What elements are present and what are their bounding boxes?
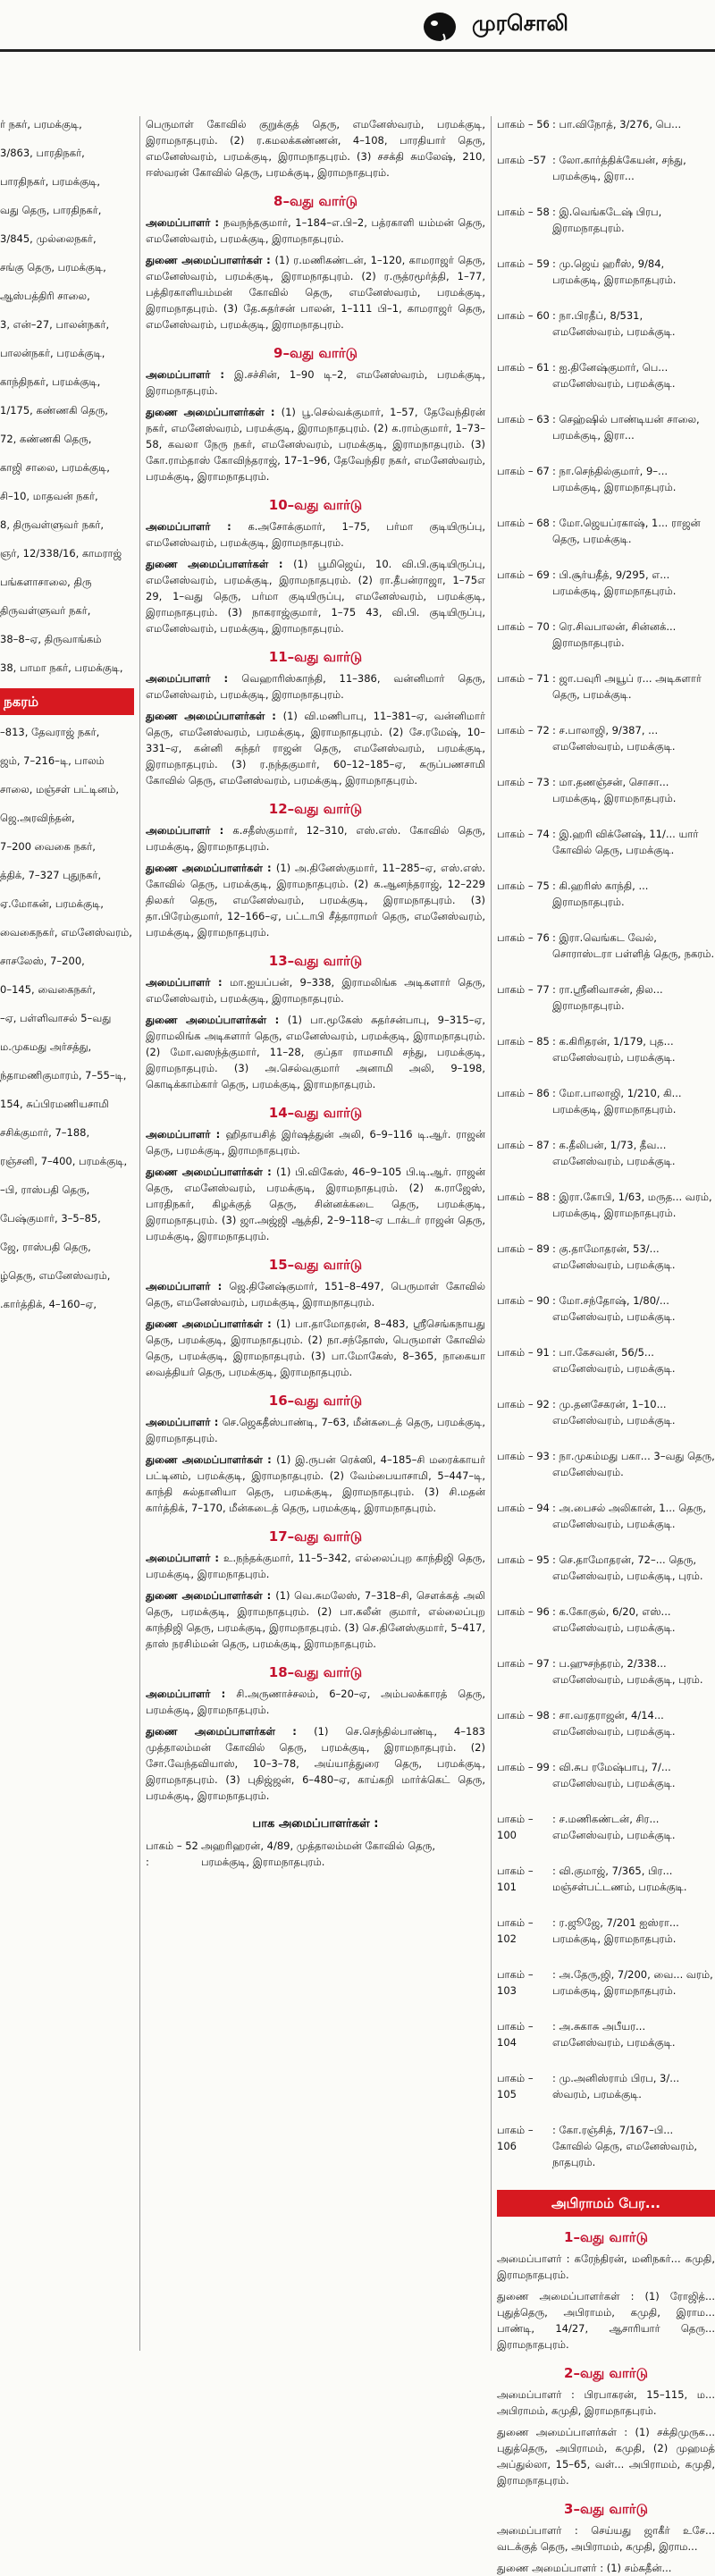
organizer-label: அமைப்பாளர் :: [146, 672, 242, 685]
booth-key: பாகம் – 59: [497, 257, 550, 270]
ward-deputies: [146, 1587, 485, 1652]
booth-row: [497, 1707, 715, 1739]
deputy-label: துணை அமைப்பாளர்கள் :: [146, 558, 294, 570]
booth-key: பாகம் – 73: [497, 776, 550, 788]
right-ward-list: [497, 2229, 715, 2576]
deputy-text: (1) பூமிஜெய், 10. வி.பி.குடியிருப்பு, எமனேஸ்வரம், பரமக்குடி, இராமநாதபுரம். (2) ரா.தீபன்ராஜா, 1–75எ 29, 1–வது தெரு, பர்மா குடியிருப்பு, எமனேஸ்வரம், பரமக்குடி, இராமநாதபுரம். (3) நாகராஜ்குமார், 1–75 43, வி.பி. குடியிருப்பு, எமனேஸ்வரம், பரமக்குடி, இராமநாதபுரம்.: [146, 558, 485, 635]
address-line: சசிக்குமார், 7–188,: [0, 1126, 90, 1139]
booth-key: பாகம் – 103: [497, 1968, 534, 1997]
booth-value: : சா.வரதராஜன், 4/14... எமனேஸ்வரம், பரமக்குடி.: [552, 1709, 676, 1738]
booth-key: பாகம் – 69: [497, 568, 550, 581]
address-line: 7–200 வைகை நகர்,: [0, 840, 96, 853]
organizer-text: ஹிதாயசித் இர்ஷத்துன் அலி, 6–9–116 டி.ஆர். ராஜன் தெரு, பரமக்குடி, இராமநாதபுரம்.: [146, 1128, 485, 1157]
booth-row: [497, 826, 715, 858]
address-line: .கார்த்திக், 4–160–ஏ,: [0, 1298, 97, 1310]
address-line: 3/863, பாரதிநகர்,: [0, 147, 85, 159]
address-line: –பி, ராஸ்பதி தெரு,: [0, 1183, 90, 1196]
address-line: சங்கு தெரு, பரமக்குடி,: [0, 261, 106, 274]
booth-row: [497, 411, 715, 443]
booth-value: : மா.தணஞ்சன், சொசா... பரமக்குடி, இராமநாதபுரம்.: [552, 776, 677, 804]
booth-row: [497, 878, 715, 910]
booth-value: : இரா.கோபி, 1/63, மருத... வரம், பரமக்குடி, இராமநாதபுரம்.: [552, 1191, 712, 1219]
organizer-label: அமைப்பாளர் :: [146, 216, 223, 229]
deputy-text: (1) அ.தினேஸ்குமார், 11–285–ஏ, எஸ்.எஸ். கோவில் தெரு, பரமக்குடி, இராமநாதபுரம். (2) க.ஆனந்தராஜ், 12–229 திலகர் தெரு, எமனேஸ்வரம், பரமக்குடி, இராமநாதபுரம். (3) தா.பிரேம்குமார், 12–166–ஏ, பட்டாபி சீத்தாராமர் தெரு, எமனேஸ்வரம், பரமக்குடி, இராமநாதபுரம்.: [146, 862, 485, 939]
address-line: ர் நகர், பரமக்குடி,: [0, 118, 82, 130]
ward-title: 10–வது வார்டு: [268, 497, 363, 513]
booth-row: [497, 2018, 715, 2050]
booth-value: : நா.முகம்மது பகா... 3–வது தெரு, எமனேஸ்வரம்.: [552, 1450, 715, 1478]
organizer-label: அமைப்பாளர் :: [146, 368, 234, 381]
deputy-label: துணை அமைப்பாளர்கள் :: [146, 1589, 276, 1602]
booth-row: [497, 359, 715, 391]
booth-row: [497, 930, 715, 962]
ward-organizer: அமைப்பாளர் : செய்யது ஜாகீர் உசே... வடக்குத் தெரு, அபிராமம், கமுதி, இராம...: [497, 2524, 715, 2553]
deputy-text: (1) பி.விகேஸ், 46–9–105 பி.டி.ஆர். ராஜன் தெரு, எமனேஸ்வரம், பரமக்குடி, இராமநாதபுரம். (2) க.ராஜேஸ், பாரதிநகர், கிழக்குத் தெரு, சின்னக்கடை தெரு, பரமக்குடி, இராமநாதபுரம். (3) ஜா.அஜ்ஜி ஆத்தி, 2–9–118–ஏ டாக்டர் ராஜன் தெரு, பரமக்குடி, இராமநாதபுரம்.: [146, 1166, 486, 1242]
address-line: பாரதிநகர், பரமக்குடி,: [0, 175, 101, 188]
ward-block: [497, 2501, 715, 2576]
booth-row: [497, 670, 715, 703]
address-line: பேஷ்குமார், 3–5–85,: [0, 1212, 101, 1225]
booth-key: பாகம் – 95: [497, 1553, 550, 1566]
ward-title: 13–வது வார்டு: [268, 953, 363, 969]
address-line: சி–10, மாதவன் நகர்,: [0, 490, 98, 502]
booth-value: : லோ.கார்த்திக்கேயன், சந்து, பரமக்குடி, இரா...: [552, 154, 686, 182]
booth-value: : ஐ.தினேஷ்குமார், பெ... எமனேஸ்வரம், பரமக்குடி.: [552, 361, 676, 390]
header-rule: [0, 49, 715, 52]
booth-row: [497, 1500, 715, 1532]
elephant-logo-icon: [420, 9, 459, 43]
booth-row: [497, 1966, 715, 1999]
booth-row: [497, 1448, 715, 1480]
booth-key: பாகம் – 76: [497, 931, 550, 944]
booth-key: பாகம் – 97: [497, 1657, 550, 1670]
booth-value: : ரா.ஸ்ரீனிவாசன், தில... இராமநாதபுரம்.: [552, 983, 663, 1012]
booth-row: [497, 1292, 715, 1325]
address-line: –ஏ, பள்ளிவாசல் 5–வது: [0, 1012, 112, 1024]
deputy-label: துணை அமைப்பாளர்கள் :: [146, 406, 282, 418]
booth-key: பாகம் – 102: [497, 1916, 534, 1945]
masthead: [0, 0, 715, 72]
ward-block: [146, 1664, 485, 1804]
booth-value: : ப.ஹுசந்தரம், 2/338... எமனேஸ்வரம், பரமக்குடி, புரம்.: [552, 1657, 703, 1686]
booth-key: பாகம் – 96: [497, 1605, 550, 1618]
address-line: 38–8–ஏ, திருவாங்கம்: [0, 633, 102, 645]
address-line: 38, பாமா நகர், பரமக்குடி,: [0, 661, 123, 674]
organizer-label: அமைப்பாளர் :: [146, 976, 231, 989]
address-line: சாலை, மஞ்சள் பட்டினம்,: [0, 783, 120, 796]
ward-deputies: [146, 1012, 485, 1092]
address-line: 154, சுப்பிரமணியசாமி: [0, 1098, 109, 1110]
address-line: ழ்தெரு, எமனேஸ்வரம்,: [0, 1269, 111, 1282]
booth-row: [497, 2122, 715, 2170]
ward-deputies: துணை அமைப்பாளர்கள் : (1) ரோஜித்... புதுத்தெரு, அபிராமம், கமுதி, இராம... பாண்டி, 14/27, ஆசாரியார் தெரு... இராமநாதபுரம்.: [497, 2290, 715, 2351]
deputy-label: துணை அமைப்பாளர்கள் :: [146, 1725, 315, 1738]
booth-value: : அ.பைசல் அலிகான், 1... தெரு, எமனேஸ்வரம், பரமக்குடி.: [552, 1502, 706, 1530]
booth-value: : ஜா.பவுரி அயூப் ர... அடிகளார் தெரு, பரமக்குடி.: [552, 672, 702, 701]
deputy-text: (1) பா.தாமோதரன், 8–483, ஸ்ரீசெங்கநாயது தெரு, பரமக்குடி, இராமநாதபுரம். (2) நா.சந்தோஸ், பெருமாள் கோவில் தெரு, பரமக்குடி, இராமநாதபுரம். (3) பா.மோகேஸ், 8–365, நாகையா வைத்தியர் தெரு, பரமக்குடி, இராமநாதபுரம்.: [146, 1317, 485, 1378]
booth-key: பாகம் – 61: [497, 361, 550, 374]
booth-value: : நா.பிரதீப், 8/531, எமனேஸ்வரம், பரமக்குடி.: [552, 309, 676, 338]
booth-row: [497, 774, 715, 806]
booth-value: : மோ.ஜெயப்ரகாஷ், 1... ராஜன் தெரு, பரமக்குடி.: [552, 517, 701, 545]
ward-title: 11–வது வார்டு: [268, 649, 363, 665]
ward-block: [146, 801, 485, 940]
ward-block: [146, 953, 485, 1092]
ward-block: [146, 1393, 485, 1516]
booth-row: [497, 1085, 715, 1117]
booth-row: [497, 204, 715, 236]
ward-organizer: [146, 1126, 485, 1158]
deputy-text: (1) பா.மூகேஸ் சுதர்சன்பாபு, 9–315–ஏ, இராமலிங்க அடிகளார் தெரு, எமனேஸ்வரம், பரமக்குடி, இராமநாதபுரம். (2) மோ.வஸந்த்குமார், 11–28, குப்தா ராமசாமி சந்து, பரமக்குடி, இராமநாதபுரம். (3) அ.செல்வகுமார் அனாமி அலி, 9–198, கொடிக்காம்கார் தெரு, பரமக்குடி, இராமநாதபுரம்.: [146, 1014, 485, 1090]
ward-organizer: [146, 974, 485, 1006]
booth-value: : ச.பாலாஜி, 9/387, ... எமனேஸ்வரம், பரமக்குடி.: [552, 724, 676, 753]
ward-deputies: [146, 860, 485, 940]
address-line: ஜெ.அரவிந்தன்,: [0, 812, 75, 824]
booth-key: பாகம் – 70: [497, 620, 550, 633]
organizer-text: ஜெ.தினேஷ்குமார், 151–8–497, பெருமாள் கோவில் தெரு, எமனேஸ்வரம், பரமக்குடி, இராமநாதபுரம்.: [146, 1280, 485, 1309]
organizer-label: அமைப்பாளர் :: [146, 1128, 226, 1141]
booth-key: பாகம் – 100: [497, 1813, 534, 1841]
booth-key: பாகம் – 56: [497, 118, 550, 130]
booth-row: [497, 1396, 715, 1428]
organizer-label: அமைப்பாளர் :: [146, 1416, 223, 1428]
booth-row: [497, 1759, 715, 1791]
booth-row: [497, 515, 715, 547]
booth-value: : க.தீலிபன், 1/73, தீவ... எமனேஸ்வரம், பரமக்குடி.: [552, 1139, 676, 1167]
booth-value: : கு.தாமோதரன், 53/... எமனேஸ்வரம், பரமக்குடி.: [552, 1242, 676, 1271]
booth-key: பாகம் – 92: [497, 1398, 550, 1410]
booth-key: பாகம் – 74: [497, 828, 550, 840]
ward-organizer: [146, 822, 485, 854]
ward-deputies: துணை அமைப்பாளர் : (1) சம்சுதீன்...: [497, 2562, 672, 2574]
booth-value: : ரெ.சிவபாலன், சின்னக்... இராமநாதபுரம்.: [552, 620, 677, 649]
booth-value: : கோ.ரஞ்சித், 7/167–பி... கோவில் தெரு, எமனேஸ்வரம், நாதபுரம்.: [552, 2124, 697, 2168]
organizer-label: அமைப்பாளர் :: [146, 824, 233, 837]
booth-value: : க.கிரிதரன், 1/179, புத... எமனேஸ்வரம், பரமக்குடி.: [552, 1035, 676, 1064]
address-line: 8, திருவள்ளுவர் நகர்,: [0, 518, 104, 531]
booth-key: பாகம் – 85: [497, 1035, 550, 1048]
booth-row: [497, 1915, 715, 1947]
booth-value: : இ.வெங்கடேஷ் பிரப, இராமநாதபுரம்.: [552, 206, 662, 234]
column-divider: [491, 116, 492, 2351]
organizer-text: க.சதீஸ்குமார், 12–310, எஸ்.எஸ். கோவில் தெரு, பரமக்குடி, இராமநாதபுரம்.: [146, 824, 485, 853]
column-divider: [139, 116, 140, 2351]
booth-key: பாகம் – 72: [497, 724, 550, 737]
booth-row: [497, 1863, 715, 1895]
ward-title: 9–வது வார்டு: [273, 345, 358, 361]
booth-key: பாகம் – 106: [497, 2124, 534, 2152]
ward-title: 12–வது வார்டு: [268, 801, 363, 817]
ward-title: 1–வது வார்டு: [564, 2229, 648, 2245]
address-line: சாசலேஸ், 7–200,: [0, 955, 85, 967]
right-column: [497, 116, 715, 2574]
ward-organizer: அமைப்பாளர் : கரேந்திரன், மனிநகர்... கமுதி, இராமநாதபுரம்.: [497, 2252, 715, 2281]
booth-row: [497, 1241, 715, 1273]
organizer-text: வெஹாரிஸ்காந்தி, 11–386, வன்னிமார் தெரு, எமனேஸ்வரம், பரமக்குடி, இராமநாதபுரம்.: [146, 672, 485, 701]
organizer-label: அமைப்பாளர் :: [146, 1552, 224, 1564]
ward-title: 15–வது வார்டு: [268, 1257, 363, 1273]
ward-block: [146, 1105, 485, 1244]
booth-key: பாகம் – 105: [497, 2072, 534, 2100]
booth-row: [497, 1033, 715, 1065]
booth-value: : செ.தாமோதரன், 72–... தெரு, எமனேஸ்வரம், பரமக்குடி, புரம்.: [552, 1553, 703, 1582]
ward-deputies: [146, 1452, 485, 1516]
ward-organizer: [146, 1414, 485, 1446]
booth-key: பாகம் – 67: [497, 465, 550, 477]
booth-key: பாகம் – 101: [497, 1865, 534, 1893]
section-band-nagaram: நகரம்: [0, 688, 134, 715]
address-line: ஜம், 7–216–டி, பாலம்: [0, 754, 105, 767]
booth-key: பாகம் – 77: [497, 983, 550, 996]
booth-value: : மோ.பாலாஜி, 1/210, கி... பரமக்குடி, இராமநாதபுரம்.: [552, 1087, 682, 1115]
address-line: 0–145, வைகைநகர்,: [0, 983, 96, 996]
booth-key: பாகம் –57: [497, 154, 547, 166]
ward-organizer: [146, 1278, 485, 1310]
ward-list: [146, 193, 485, 1804]
booth-value: : பா.கேசவன், 56/5... எமனேஸ்வரம், பரமக்குடி.: [552, 1346, 676, 1375]
deputy-label: துணை அமைப்பாளர்கள் :: [146, 1317, 276, 1330]
ward-block: [146, 1257, 485, 1380]
ward-deputies: [146, 556, 485, 636]
booth-key: பாகம் – 86: [497, 1087, 550, 1099]
address-line: ஏ.மோகன், பரமக்குடி,: [0, 897, 104, 910]
booth-value: : மு.தனசேகரன், 1–10... எமனேஸ்வரம், பரமக்குடி.: [552, 1398, 676, 1427]
address-line: காந்திநகர், பரமக்குடி,: [0, 375, 101, 388]
booth-row: [497, 1655, 715, 1688]
deputy-text: (1) இ.ருபன் ரெக்ஸி, 4–185–சி மரைக்காயர் பட்டினம், பரமக்குடி, இராமநாதபுரம். (2) வேம்பையாசாமி, 5–447–டி, காந்தி சுல்தானியா தெரு, பரமக்குடி, இராமநாதபுரம். (3) சி.மதன் கார்த்திக், 7–170, மீன்கடைத் தெரு, பரமக்குடி, இராமநாதபுரம்.: [146, 1453, 485, 1514]
address-line: 72, கண்ணகி தெரு,: [0, 433, 92, 445]
booth-row: [497, 619, 715, 651]
booth-row: [146, 1838, 485, 1870]
ward-title: 3–வது வார்டு: [564, 2501, 648, 2517]
organizer-text: க.அசோக்குமார், 1–75, பர்மா குடியிருப்பு, எமனேஸ்வரம், பரமக்குடி, இராமநாதபுரம்.: [146, 520, 485, 549]
booth-value: : பி.சூர்யதீத், 9/295, எ... பரமக்குடி, இராமநாதபுரம்.: [552, 568, 677, 597]
booth-value: : இரா.வெங்கட வேல், சொராஸ்டரா பள்ளித் தெரு, நகரம்.: [552, 931, 715, 960]
booth-value: : மு.அனிஸ்ராம் பிரப, 3/... ஸ்வரம், பரமக்குடி.: [552, 2072, 680, 2100]
booth-row: [497, 1552, 715, 1584]
ward-organizer: அமைப்பாளர் : பிரபாகரன், 15–115, ம... அபிராமம், கமுதி, இராமநாதபுரம்.: [497, 2388, 715, 2417]
ward-title: 8–வது வார்டு: [273, 193, 358, 209]
ward-title: 17–வது வார்டு: [268, 1528, 363, 1545]
left-lines-2: [0, 724, 134, 1312]
organizer-label: அமைப்பாளர் :: [146, 1688, 237, 1700]
ward-title: 2–வது வார்டு: [564, 2365, 648, 2381]
booth-value: : ச.மணிகண்டன், சிர... எமனேஸ்வரம், பரமக்குடி.: [552, 1813, 676, 1841]
deputy-label: துணை அமைப்பாளர்கள் :: [146, 862, 276, 874]
booth-row: [497, 1344, 715, 1376]
left-lines: [0, 116, 134, 676]
booth-row: [497, 567, 715, 599]
booth-value: : க.கோகுல், 6/20, எஸ்... எமனேஸ்வரம், பரமக்குடி.: [552, 1605, 676, 1634]
booth-key: பாகம் – 52 :: [146, 1839, 198, 1868]
booth-value: : பா.விநோத், 3/276, பெ...: [552, 118, 682, 130]
ward-deputies: [146, 404, 485, 484]
booth-key: பாகம் – 98: [497, 1709, 550, 1722]
address-line: 3, என்–27, பாலன்நகர்,: [0, 318, 110, 331]
booth-row: [497, 1604, 715, 1636]
ward-deputies: துணை அமைப்பாளர்கள் : (1) சக்திமுருக... புதுத்தெரு, அபிராமம், கமுதி, (2) முஹமத் அப்துல்லா, 15–65, வள்... அபிராமம், கமுதி, இராமநாதபுரம்.: [497, 2426, 715, 2487]
booth-list: [497, 116, 715, 2170]
deputy-text: (1) வி.மணிபாபு, 11–381–ஏ, வன்னிமார் தெரு, எமனேஸ்வரம், பரமக்குடி, இராமநாதபுரம். (2) சே.ரமேஷ், 10–331–ஏ, கன்னி சுந்தர் ராஜன் தெரு, எமனேஸ்வரம், பரமக்குடி, இராமநாதபுரம். (3) ர.நந்தகுமார், 60–12–185–ஏ, சுருப்பணசாமி கோவில் தெரு, எமனேஸ்வரம், பரமக்குடி, இராமநாதபுரம்.: [146, 710, 485, 787]
left-column: [0, 116, 134, 2354]
deputy-text: (1) செ.செந்தில்பாண்டி, 4–183 முத்தாலம்மன் கோவில் தெரு, பரமக்குடி, இராமநாதபுரம். (2) சோ.வேந்தவியாஸ், 10–3–78, அய்யாத்துரை தெரு, பரமக்குடி, இராமநாதபுரம். (3) புதிஜ்ஜன், 6–480–ஏ, காய்கறி மார்க்கெட் தெரு, பரமக்குடி, இராமநாதபுரம்.: [146, 1725, 485, 1802]
ward-block: [497, 2229, 715, 2353]
ward-organizer: [146, 215, 485, 247]
address-line: ம.முகமது அர்சத்து,: [0, 1040, 92, 1053]
address-line: வது தெரு, பாரதிநகர்,: [0, 204, 102, 216]
address-line: வைகைநகர், எமனேஸ்வரம்,: [0, 926, 132, 939]
ward-organizer: [146, 1550, 485, 1582]
organizer-text: மா.ஐயப்பன், 9–338, இராமலிங்க அடிகளார் தெரு, எமனேஸ்வரம், பரமக்குடி, இராமநாதபுரம்.: [146, 976, 485, 1005]
address-line: ஆஸ்பத்திரி சாலை,: [0, 290, 90, 302]
intro-paragraph: பெருமாள் கோவில் குறுக்குத் தெரு, எமனேஸ்வரம், பரமக்குடி, இராமநாதபுரம். (2) ர.கமலக்கண்ணன், 4–108, பாரதியார் தெரு, எமனேஸ்வரம், பரமக்குடி, இராமநாதபுரம். (3) சசக்தி சுமலேஷ், 210, ஈஸ்வரன் கோவில் தெரு, பரமக்குடி, இராமநாதபுரம்.: [146, 118, 485, 179]
brand-title: முரசொலி: [472, 11, 568, 36]
booth-row: [497, 116, 715, 132]
organizer-label: அமைப்பாளர் :: [146, 1280, 230, 1292]
organizer-text: இ.சச்சின், 1–90 டி–2, எமனேஸ்வரம், பரமக்குடி, இராமநாதபுரம்.: [146, 368, 485, 397]
ward-block: [146, 193, 485, 333]
booth-row: [497, 463, 715, 495]
ward-deputies: [146, 708, 485, 788]
deputy-text: (1) பூ.செல்வக்குமார், 1–57, தேவேந்திரன் நகர், எமனேஸ்வரம், பரமக்குடி, இராமநாதபுரம். (2) க.ராம்குமார், 1–73–58, கவலா நேரு நகர், எமனேஸ்வரம், பரமக்குடி, இராமநாதபுரம். (3) கோ.ராம்தாஸ் கோவிந்தராஜ், 17–1–96, தேவேந்திர நகர், எமனேஸ்வரம், பரமக்குடி, இராமநாதபுரம்.: [146, 406, 485, 483]
booth-row: [497, 1189, 715, 1221]
address-line: –813, தேவராஜ் நகர்,: [0, 726, 100, 738]
address-line: பங்களாசாலை, திரு: [0, 576, 92, 588]
booth-value: : வி.குமாஜ், 7/365, பிர... மஞ்சள்பட்டணம், பரமக்குடி.: [552, 1865, 687, 1893]
booth-value: : கி.ஹரிஸ் காந்தி, ... இராமநாதபுரம்.: [552, 880, 649, 908]
ward-organizer: [146, 366, 485, 399]
deputy-label: துணை அமைப்பாளர்கள் :: [146, 1014, 288, 1026]
address-line: திருவள்ளுவர் நகர்,: [0, 604, 91, 617]
section-band-abiramam: அபிராமம் பேர...: [497, 2190, 715, 2217]
booth-key: பாகம் – 88: [497, 1191, 550, 1203]
organizer-text: உ.நந்தக்குமார், 11–5–342, எல்லைப்புற காந்திஜி தெரு, பரமக்குடி, இராமநாதபுரம்.: [146, 1552, 485, 1580]
organizer-text: சி.அருணாச்சலம், 6–20–ஏ, அம்பலக்காரத் தெரு, பரமக்குடி, இராமநாதபுரம்.: [146, 1688, 485, 1716]
address-line: ந்தாமணிகுமாரம், 7–55–டி,: [0, 1069, 127, 1082]
booth-row: [497, 722, 715, 754]
booth-key: பாகம் – 104: [497, 2020, 534, 2049]
deputy-label: துணை அமைப்பாளர்கள் :: [146, 254, 275, 266]
deputy-label: துணை அமைப்பாளர்கள் :: [146, 710, 283, 722]
ward-organizer: [146, 1686, 485, 1718]
booth-row: [497, 2070, 715, 2102]
booth-key: பாகம் – 90: [497, 1294, 550, 1307]
booth-row: [497, 1811, 715, 1843]
ward-block: [146, 497, 485, 636]
booth-row: [497, 981, 715, 1014]
booth-value: : இ.ஹரி விக்னேஷ், 11/... யார் கோவில் தெரு, பரமக்குடி.: [552, 828, 699, 856]
address-line: ரஞ்சனி, 7–400, பரமக்குடி,: [0, 1155, 128, 1167]
booth-key: பாகம் – 94: [497, 1502, 550, 1514]
ward-title: 18–வது வார்டு: [268, 1664, 363, 1680]
booth-key: பாகம் – 71: [497, 672, 550, 685]
booth-value: : நா.செந்தில்குமார், 9–... பரமக்குடி, இராமநாதபுரம்.: [552, 465, 677, 493]
ward-organizer: [146, 518, 485, 551]
booth-key: பாகம் – 91: [497, 1346, 550, 1359]
booth-key: பாகம் – 75: [497, 880, 550, 892]
ward-block: [497, 2365, 715, 2488]
booth-heading: பாக அமைப்பாளர்கள் :: [252, 1817, 379, 1831]
booth-value: : அ.சுகாசு அபீயர... எமனேஸ்வரம், பரமக்குடி.: [552, 2020, 676, 2049]
booth-row: [497, 256, 715, 288]
deputy-text: (1) வெ.சுமலேஸ், 7–318–சி, சௌக்கத் அலி தெரு, பரமக்குடி, இராமநாதபுரம். (2) பா.கலீன் குமார், எல்லைப்புற காந்திஜி தெரு, பரமக்குடி, இராமநாதபுரம். (3) செ.தினேஸ்குமார், 5–417, தாஸ் நரசிம்மன் தெரு, பரமக்குடி, இராமநாதபுரம்.: [146, 1589, 485, 1650]
booth-row: [497, 307, 715, 340]
booth-key: பாகம் – 60: [497, 309, 550, 322]
booth-value: : அ.தேரு,ஜி, 7/200, வை... வரம், பரமக்குடி, இராமநாதபுரம்.: [552, 1968, 713, 1997]
booth-value: : ர.ஜூஜே, 7/201 ஐஸ்ரா... பரமக்குடி, இராமநாதபுரம்.: [552, 1916, 679, 1945]
middle-column: [146, 116, 485, 2354]
booth-value: : செஹ்ஷில் பாண்டியன் சாலை, பரமக்குடி, இரா...: [552, 413, 700, 442]
booth-key: பாகம் – 68: [497, 517, 550, 529]
address-line: பாலன்நகர், பரமக்குடி,: [0, 347, 105, 359]
booth-key: பாகம் – 93: [497, 1450, 550, 1462]
ward-block: [146, 649, 485, 788]
booth-key: பாகம் – 87: [497, 1139, 550, 1151]
address-line: 1/175, கண்ணகி தெரு,: [0, 404, 108, 417]
deputy-label: துணை அமைப்பாளர்கள் :: [146, 1453, 277, 1466]
ward-deputies: [146, 1723, 485, 1804]
booth-value: : மு.ஜெய் ஹரீஸ், 9/84, பரமக்குடி, இராமநாதபுரம்.: [552, 257, 677, 286]
deputy-text: (1) ர.மணிகண்டன், 1–120, காமராஜர் தெரு, எமனேஸ்வரம், பரமக்குடி, இராமநாதபுரம். (2) ர.ருத்ரமூர்த்தி, 1–77, பத்திரகாளியம்மன் கோவில் தெரு, எமனேஸ்வரம், பரமக்குடி, இராமநாதபுரம். (3) தே.சுதர்சன் பாலன், 1–111 பி–1, காமராஜர் தெரு, எமனேஸ்வரம், பரமக்குடி, இராமநாதபுரம்.: [146, 254, 485, 331]
booth-value: : மோ.சந்தோஷ், 1/80/... எமனேஸ்வரம், பரமக்குடி.: [552, 1294, 676, 1323]
ward-block: [146, 1528, 485, 1652]
deputy-label: துணை அமைப்பாளர்கள் :: [146, 1166, 277, 1178]
ward-block: [146, 345, 485, 484]
organizer-text: நவநந்தகுமார், 1–184–எ.பி–2, பத்ரகாளி யம்மன் தெரு, எமனேஸ்வரம், பரமக்குடி, இராமநாதபுரம்.: [146, 216, 485, 245]
ward-deputies: [146, 1164, 485, 1244]
ward-deputies: [146, 1316, 485, 1380]
booth-row: [497, 1137, 715, 1169]
ward-title: 16–வது வார்டு: [268, 1393, 363, 1409]
ward-organizer: [146, 670, 485, 703]
organizer-label: அமைப்பாளர் :: [146, 520, 248, 533]
booth-value: அஹரிஹரன், 4/89, முத்தாலம்மன் கோவில் தெரு, பரமக்குடி, இராமநாதபுரம்.: [201, 1839, 435, 1868]
address-line: ஜே, ராஸ்பதி தெரு,: [0, 1241, 91, 1253]
address-line: 3/845, முல்லைநகர்,: [0, 232, 97, 245]
booth-key: பாகம் – 63: [497, 413, 550, 425]
booth-value: : வி.சுப ரமேஷ்பாபு, 7/... எமனேஸ்வரம், பரமக்குடி.: [552, 1761, 676, 1789]
organizer-text: செ.ஜெகதீஸ்பாண்டி, 7–63, மீன்கடைத் தெரு, பரமக்குடி, இராமநாதபுரம்.: [146, 1416, 485, 1444]
booth-key: பாகம் – 58: [497, 206, 550, 218]
ward-title: 14–வது வார்டு: [268, 1105, 363, 1121]
booth-row: [497, 152, 715, 184]
address-line: த்திக், 7–327 புதுநகர்,: [0, 869, 102, 881]
booth-key: பாகம் – 89: [497, 1242, 550, 1255]
ward-deputies: [146, 252, 485, 333]
booth-key: பாகம் – 99: [497, 1761, 550, 1773]
address-line: காஜி சாலை, பரமக்குடி,: [0, 461, 110, 474]
address-line: ஞர், 12/338/16, காமராஜ்: [0, 547, 122, 560]
